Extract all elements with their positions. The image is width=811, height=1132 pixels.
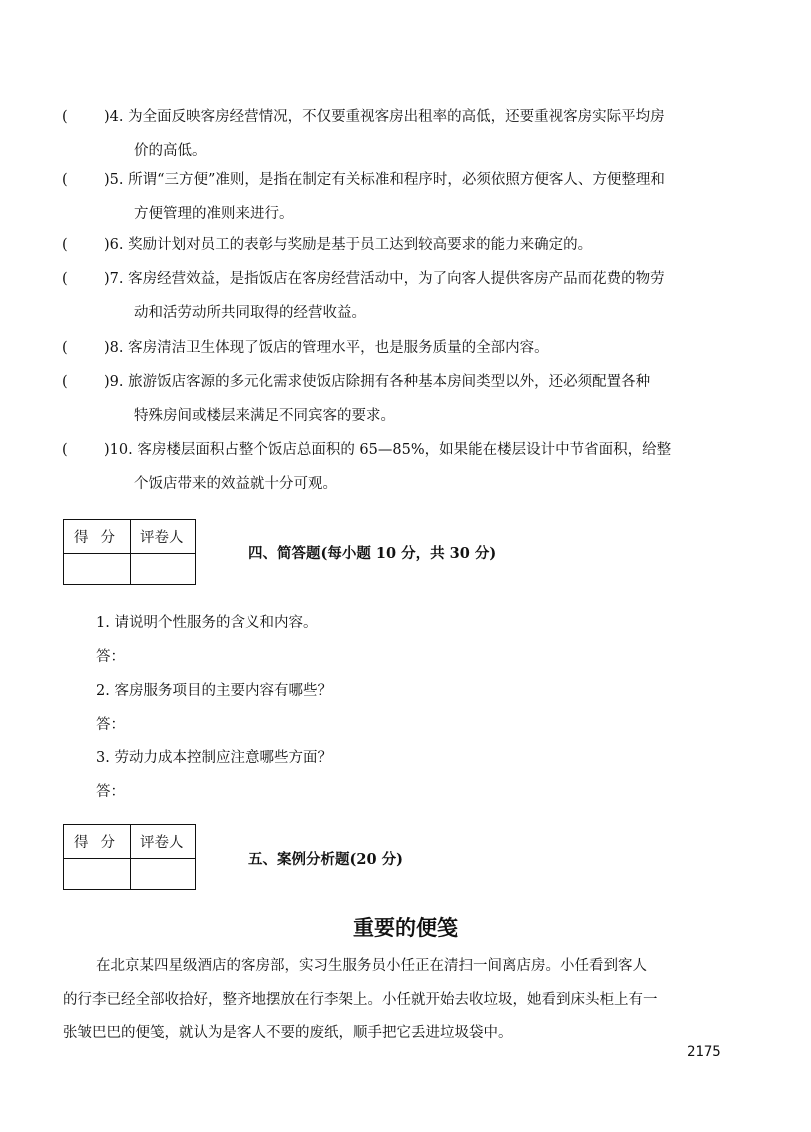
question: 2. 客房服务项目的主要内容有哪些？ — [96, 683, 332, 699]
score-label: 得分 — [74, 835, 127, 851]
tf-item-text: )6. 奖励计划对员工的表彰与奖励是基于员工达到较高要求的能力来确定的。 — [104, 237, 593, 253]
score-box-divider — [64, 858, 195, 859]
tf-item-text-continued: 特殊房间或楼层来满足不同宾客的要求。 — [134, 408, 395, 424]
score-box-divider — [130, 520, 131, 584]
tf-item-text: )8. 客房清洁卫生体现了饭店的管理水平，也是服务质量的全部内容。 — [104, 340, 549, 356]
answer-label[interactable]: 答： — [96, 717, 125, 733]
section-title: 五、案例分析题(20 分) — [248, 851, 403, 868]
answer-label[interactable]: 答： — [96, 649, 125, 665]
tf-item-text-continued: 价的高低。 — [134, 143, 207, 159]
grader-label: 评卷人 — [140, 835, 184, 851]
tf-item-text: )5. 所谓“三方便”准则，是指在制定有关标准和程序时，必须依照方便客人、方便整理和 — [104, 172, 665, 188]
answer-paren[interactable]: ( — [62, 172, 68, 188]
answer-paren[interactable]: ( — [62, 271, 68, 287]
grader-label: 评卷人 — [140, 530, 184, 546]
answer-paren[interactable]: ( — [62, 237, 68, 253]
score-label: 得分 — [74, 530, 127, 546]
tf-item-text-continued: 个饭店带来的效益就十分可观。 — [134, 476, 337, 492]
answer-paren[interactable]: ( — [62, 442, 68, 458]
tf-item-text: )4. 为全面反映客房经营情况，不仅要重视客房出租率的高低，还要重视客房实际平均房 — [104, 109, 665, 125]
tf-item-text: )7. 客房经营效益，是指饭店在客房经营活动中，为了向客人提供客房产品而花费的物劳 — [104, 271, 665, 287]
score-box-divider — [130, 825, 131, 889]
case-paragraph-line: 张皱巴巴的便笺，就认为是客人不要的废纸，顺手把它丢进垃圾袋中。 — [63, 1025, 513, 1041]
question: 3. 劳动力成本控制应注意哪些方面？ — [96, 750, 332, 766]
tf-item-text-continued: 方便管理的准则来进行。 — [134, 206, 294, 222]
section-title: 四、简答题(每小题 10 分，共 30 分) — [248, 545, 497, 562]
score-box — [63, 824, 196, 890]
case-paragraph-line: 的行李已经全部收拾好，整齐地摆放在行李架上。小任就开始去收垃圾，她看到床头柜上有一 — [63, 992, 658, 1008]
case-title: 重要的便笺 — [353, 915, 458, 940]
answer-label[interactable]: 答： — [96, 784, 125, 800]
answer-paren[interactable]: ( — [62, 109, 68, 125]
tf-item-text-continued: 动和活劳动所共同取得的经营收益。 — [134, 305, 366, 321]
score-box-divider — [64, 553, 195, 554]
case-paragraph-line: 在北京某四星级酒店的客房部，实习生服务员小任正在清扫一间离店房。小任看到客人 — [96, 958, 647, 974]
score-box — [63, 519, 196, 585]
page-number: 2175 — [687, 1044, 721, 1060]
question: 1. 请说明个性服务的含义和内容。 — [96, 615, 318, 631]
answer-paren[interactable]: ( — [62, 374, 68, 390]
tf-item-text: )10. 客房楼层面积占整个饭店总面积的 65—85%，如果能在楼层设计中节省面积，给整 — [104, 442, 672, 458]
answer-paren[interactable]: ( — [62, 340, 68, 356]
tf-item-text: )9. 旅游饭店客源的多元化需求使饭店除拥有各种基本房间类型以外，还必须配置各种 — [104, 374, 651, 390]
